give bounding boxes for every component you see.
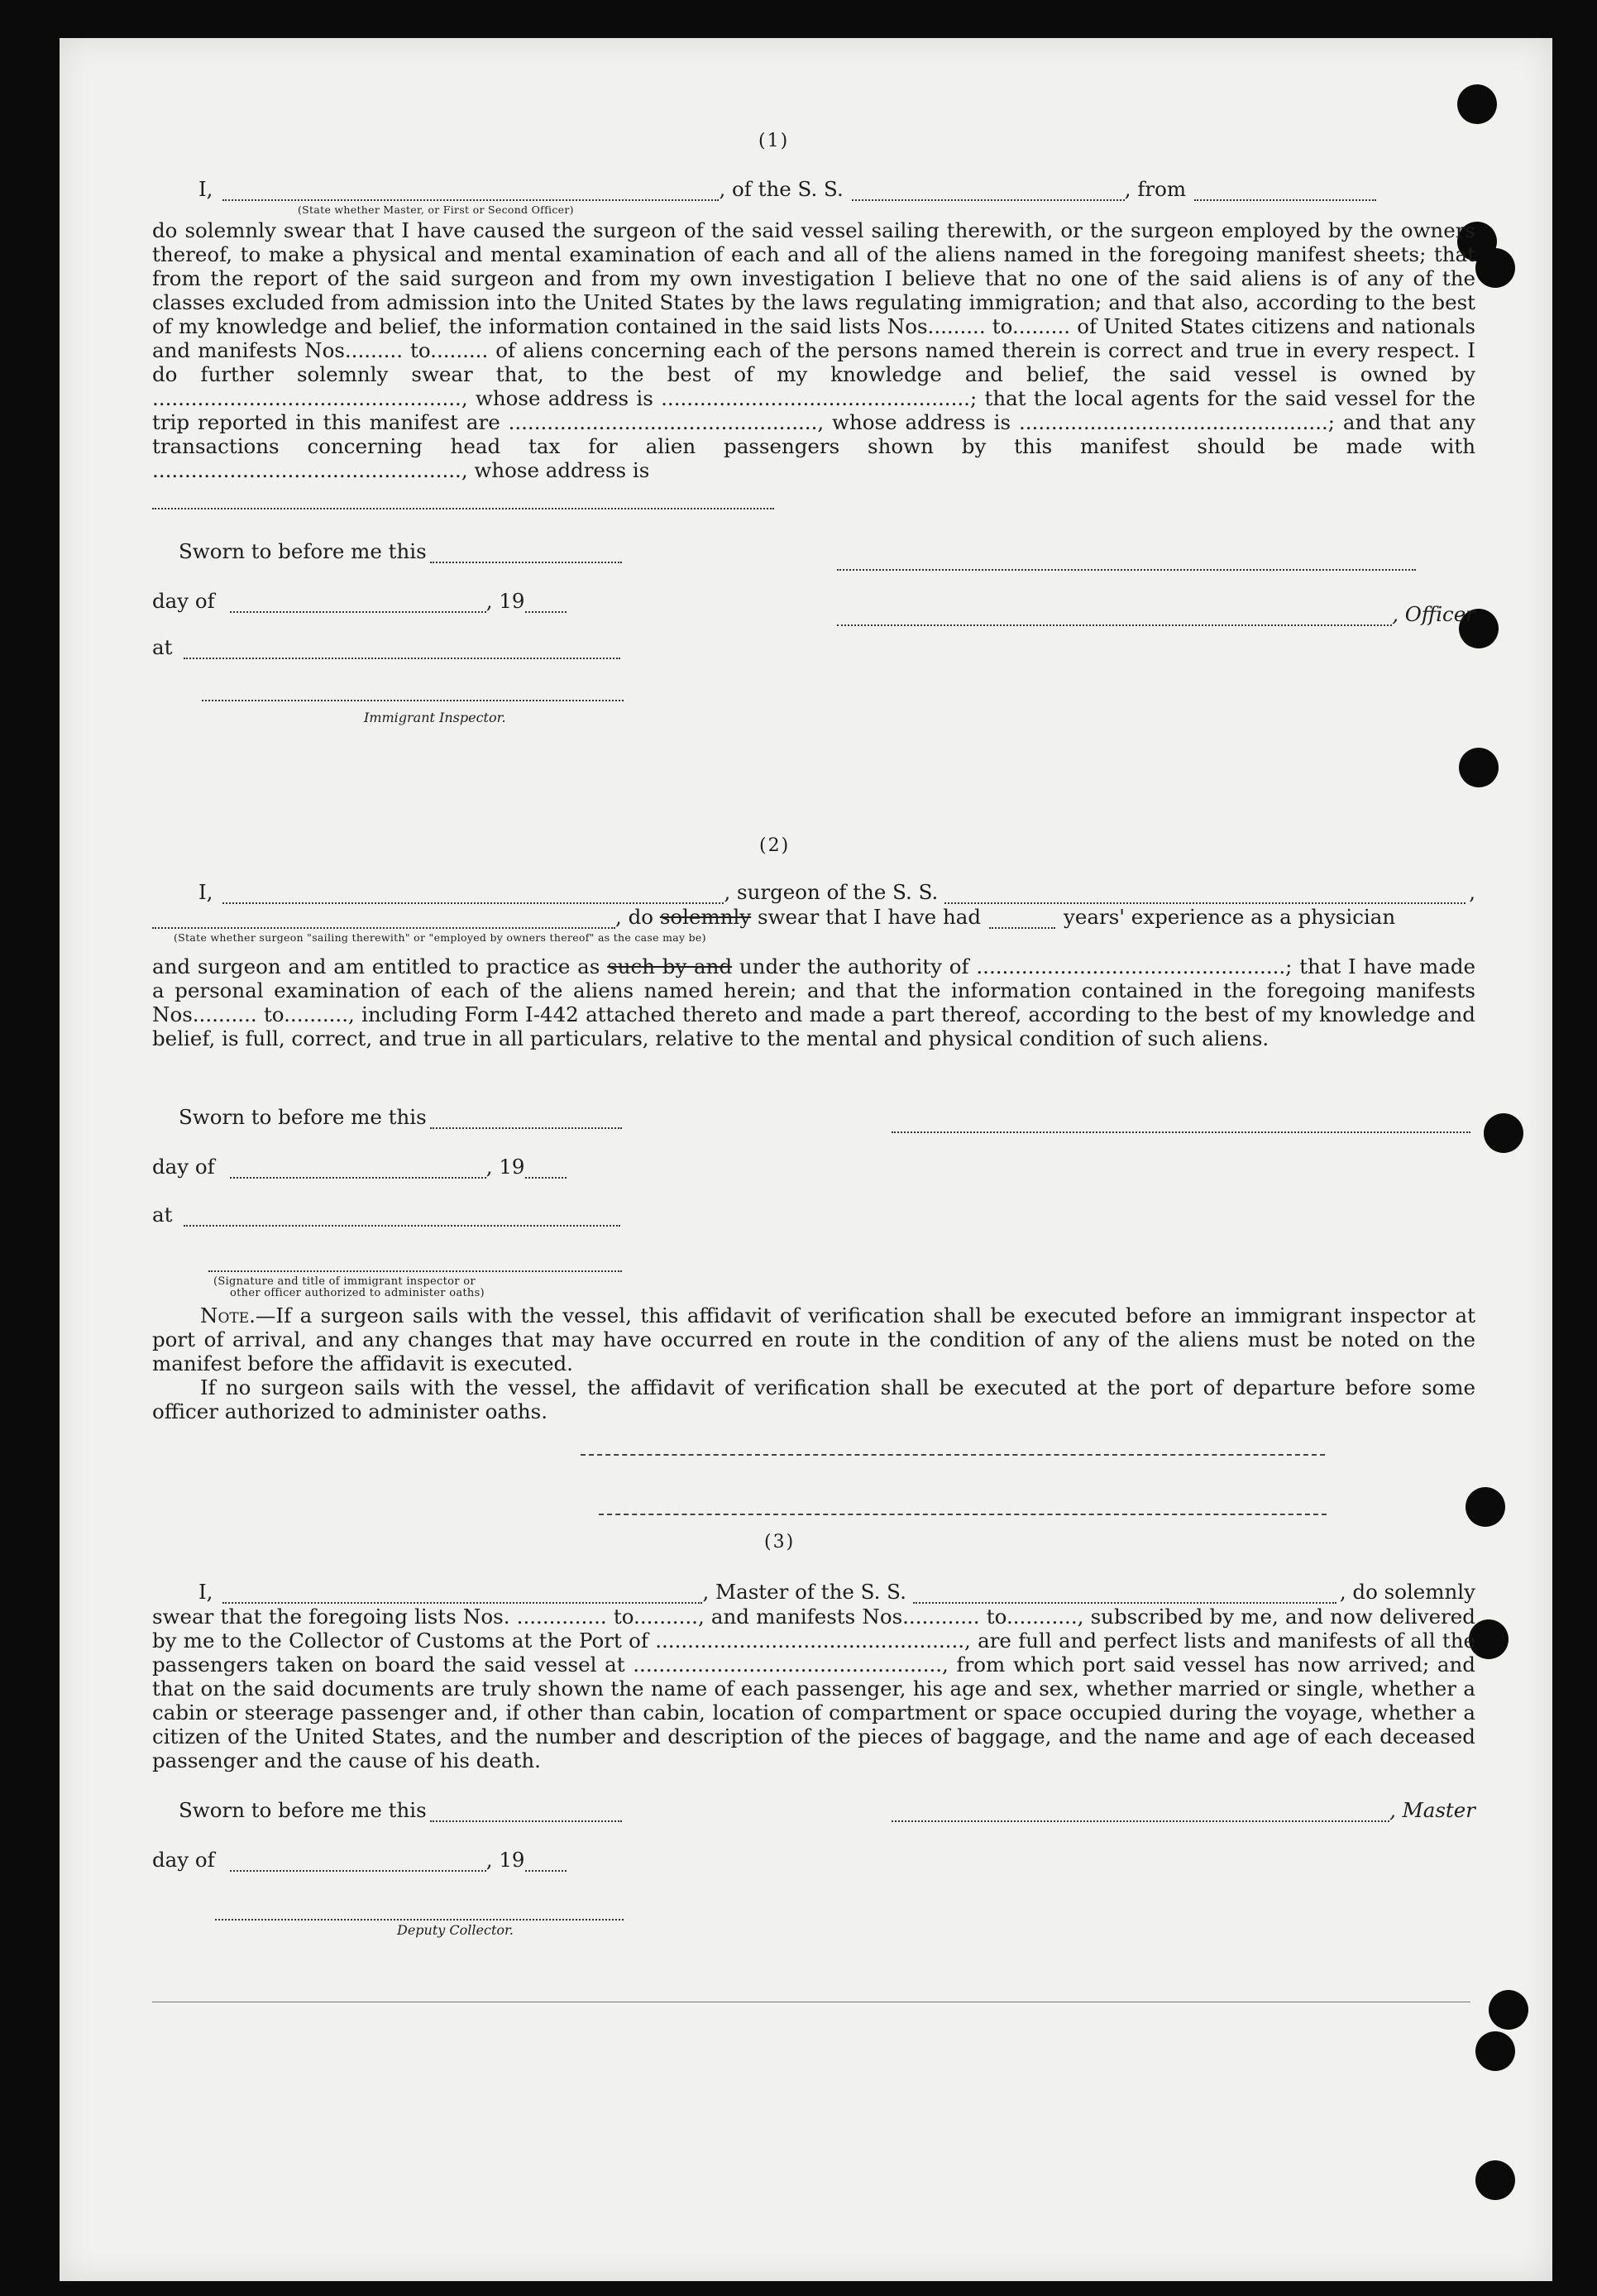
section-2-note — [152, 1303, 1475, 1423]
surgeon-of-label: , surgeon of the S. S. — [724, 880, 939, 904]
master-label: , Master — [1389, 1798, 1475, 1822]
manifest-page — [60, 38, 1552, 2281]
at-place-field[interactable] — [184, 639, 620, 659]
ship-name-field[interactable] — [852, 181, 1125, 201]
section-3-line-1 — [198, 1580, 1475, 1604]
collector-signature-field[interactable] — [215, 1901, 624, 1921]
do-label: , do — [615, 905, 654, 929]
officer-rank-caption: (State whether Master, or First or Second Officer) — [298, 203, 574, 216]
punch-hole-icon — [1489, 1990, 1528, 2030]
section-1-at-line — [152, 635, 624, 659]
year-field[interactable] — [525, 1852, 567, 1872]
day-of-label: day of — [152, 1155, 215, 1179]
officer-signature-field[interactable] — [837, 606, 1392, 626]
day-of-label: day of — [152, 589, 215, 613]
section-2-line-1: I, , surgeon of the S. S. , — [198, 880, 1475, 904]
section-2-body-a: and surgeon and am entitled to practice as — [152, 954, 600, 978]
year-label: , 19 — [485, 589, 525, 613]
section-2-paragraph — [152, 954, 1475, 1050]
surgeon-name-field[interactable] — [222, 884, 724, 904]
signature-caption-2: other officer authorized to administer oaths) — [230, 1287, 485, 1299]
separator-2 — [599, 1514, 1327, 1515]
sworn-label: Sworn to before me this — [179, 539, 427, 563]
note-text-1: —If a surgeon sails with the vessel, this affidavit of verification shall be executed before an immigrant inspector at port of arrival, and any changes that may have occurred en route in the condition of any of the aliens must be noted on the manifest before the affidavit is executed. — [152, 1303, 1475, 1375]
at-label: at — [152, 635, 173, 659]
signature-caption-1: (Signature and title of immigrant inspector or — [213, 1275, 476, 1288]
section-1-day-line — [152, 589, 624, 613]
do-solemnly-label: , do solemnly — [1339, 1580, 1475, 1604]
master-name-field[interactable] — [222, 1584, 702, 1604]
of-ship-label: , of the S. S. — [719, 177, 844, 201]
section-1-address-field[interactable] — [152, 490, 774, 509]
section-2-at-line — [152, 1203, 624, 1227]
year-label: , 19 — [485, 1848, 525, 1872]
section-2-line-2 — [152, 905, 1475, 929]
pronoun-i: I, — [198, 880, 213, 904]
section-2-day-line — [152, 1155, 624, 1179]
section-1-sworn-line — [179, 539, 625, 563]
section-3-day-line — [152, 1848, 624, 1872]
section-1-number: (1) — [758, 131, 790, 151]
from-label: , from — [1124, 177, 1187, 201]
swear-had-label: swear that I have had — [757, 905, 982, 929]
at-label: at — [152, 1203, 173, 1227]
sworn-date-field[interactable] — [430, 1802, 622, 1822]
punch-hole-icon — [1466, 1487, 1505, 1527]
master-signature-line — [892, 1798, 1475, 1822]
day-field[interactable] — [230, 593, 486, 613]
master-of-label: , Master of the S. S. — [702, 1580, 906, 1604]
sworn-label: Sworn to before me this — [179, 1798, 427, 1822]
day-field[interactable] — [230, 1852, 486, 1872]
pronoun-i: I, — [198, 177, 213, 201]
years-field[interactable] — [989, 909, 1055, 929]
sworn-label: Sworn to before me this — [179, 1105, 427, 1129]
surgeon-type-caption: (State whether surgeon "sailing therewith" or "employed by owners thereof" as the case may be) — [174, 931, 706, 944]
officer-signature-line — [837, 602, 1475, 626]
surgeon-ship-field[interactable] — [944, 884, 1466, 904]
day-field[interactable] — [230, 1159, 486, 1179]
note-text-2: If no surgeon sails with the vessel, the affidavit of verification shall be executed at the port of departure before some officer authorized to administer oaths. — [152, 1375, 1475, 1423]
year-field[interactable] — [525, 1159, 567, 1179]
punch-hole-icon — [1459, 748, 1499, 787]
punch-hole-icon — [1457, 84, 1497, 124]
pronoun-i: I, — [198, 1580, 213, 1604]
master-ship-field[interactable] — [913, 1584, 1336, 1604]
section-3-number: (3) — [764, 1532, 796, 1552]
section-3-body: swear that the foregoing lists Nos. .............. to.........., and manifests Nos............ to..........., subscribed by me, and now delivered by me to the Collector of Customs at the Port of ................................................, are full and perfect lists and manifests of all the passengers taken on board the said vessel at ................................................, from which port said vessel has now arrived; and that on the said documents are truly shown the name of each passenger, his age and sex, whether married or single, whether a cabin or steerage passenger and, if other than cabin, location of compartment or space occupied during the voyage, whether a citizen of the United States, and the number and description of the pieces of baggage, and the name and age of each deceased passenger and the cause of his death. — [152, 1605, 1475, 1772]
punch-hole-icon — [1475, 248, 1515, 288]
master-signature-field[interactable] — [892, 1802, 1389, 1822]
section-1-body: do solemnly swear that I have caused the surgeon of the said vessel sailing therewith, or the surgeon employed by the owners thereof, to make a physical and mental examination of each and all of the aliens named in the foregoing manifest sheets; that from the report of the said surgeon and from my own investigation I believe that no one of the said aliens is of any of the classes excluded from admission into the United States by the laws regulating immigration; and that also, according to the best of my knowledge and belief, the information contained in the said lists Nos......... to......... of United States citizens and nationals and manifests Nos......... to......... of aliens concerning each of the persons named therein is correct and true in every respect. I do further solemnly swear that, to the best of my knowledge and belief, the said vessel is owned by ................................................, whose address is ................................................; that the local agents for the said vessel for the trip reported in this manifest are ................................................, whose address is ................................................; and that any transactions concerning head tax for alien passengers shown by this manifest should be made with ................................................, whose address is — [152, 218, 1475, 482]
section-3-sworn-line — [179, 1798, 625, 1822]
section-1-paragraph — [152, 218, 1475, 482]
inspector-caption: Immigrant Inspector. — [364, 710, 506, 725]
section-3-paragraph — [152, 1605, 1475, 1772]
year-field[interactable] — [525, 593, 567, 613]
punch-hole-icon — [1475, 2160, 1515, 2200]
struck-solemnly: solemnly — [659, 905, 752, 929]
year-label: , 19 — [485, 1155, 525, 1179]
punch-hole-icon — [1475, 2031, 1515, 2071]
years-experience-label: years' experience as a physician — [1064, 905, 1396, 929]
at-place-field[interactable] — [184, 1207, 620, 1227]
sworn-date-field[interactable] — [430, 1109, 622, 1129]
section-2-body-b: under the authority of ................................................; that I have made a personal examination of each of the aliens named herein; and that the information contained in the foregoing manifests Nos.......... to.........., including Form I-442 attached thereto and made a part thereof, according to the best of my knowledge and belief, is full, correct, and true in all particulars, relative to the mental and physical condition of such aliens. — [152, 954, 1476, 1050]
surgeon-type-field[interactable] — [152, 909, 615, 929]
section-1-line-1 — [198, 177, 1475, 201]
officer-label: , Officer — [1392, 602, 1475, 626]
officer-rank-field[interactable] — [222, 181, 719, 201]
punch-hole-icon — [1484, 1113, 1523, 1153]
section-2-number: (2) — [759, 835, 791, 856]
sworn-date-field[interactable] — [430, 543, 622, 563]
struck-such-by-and: such by and — [607, 954, 733, 978]
note-label: Note. — [200, 1303, 256, 1327]
separator-1 — [581, 1454, 1325, 1456]
from-port-field[interactable] — [1194, 181, 1376, 201]
surgeon-signature-field[interactable] — [892, 1113, 1470, 1133]
collector-caption: Deputy Collector. — [397, 1922, 514, 1938]
inspector-signature-field[interactable] — [202, 682, 624, 701]
section-2-sworn-line — [179, 1105, 625, 1129]
officer-line-1[interactable] — [837, 551, 1416, 571]
day-of-label: day of — [152, 1848, 215, 1872]
signature-title-field[interactable] — [208, 1252, 622, 1272]
